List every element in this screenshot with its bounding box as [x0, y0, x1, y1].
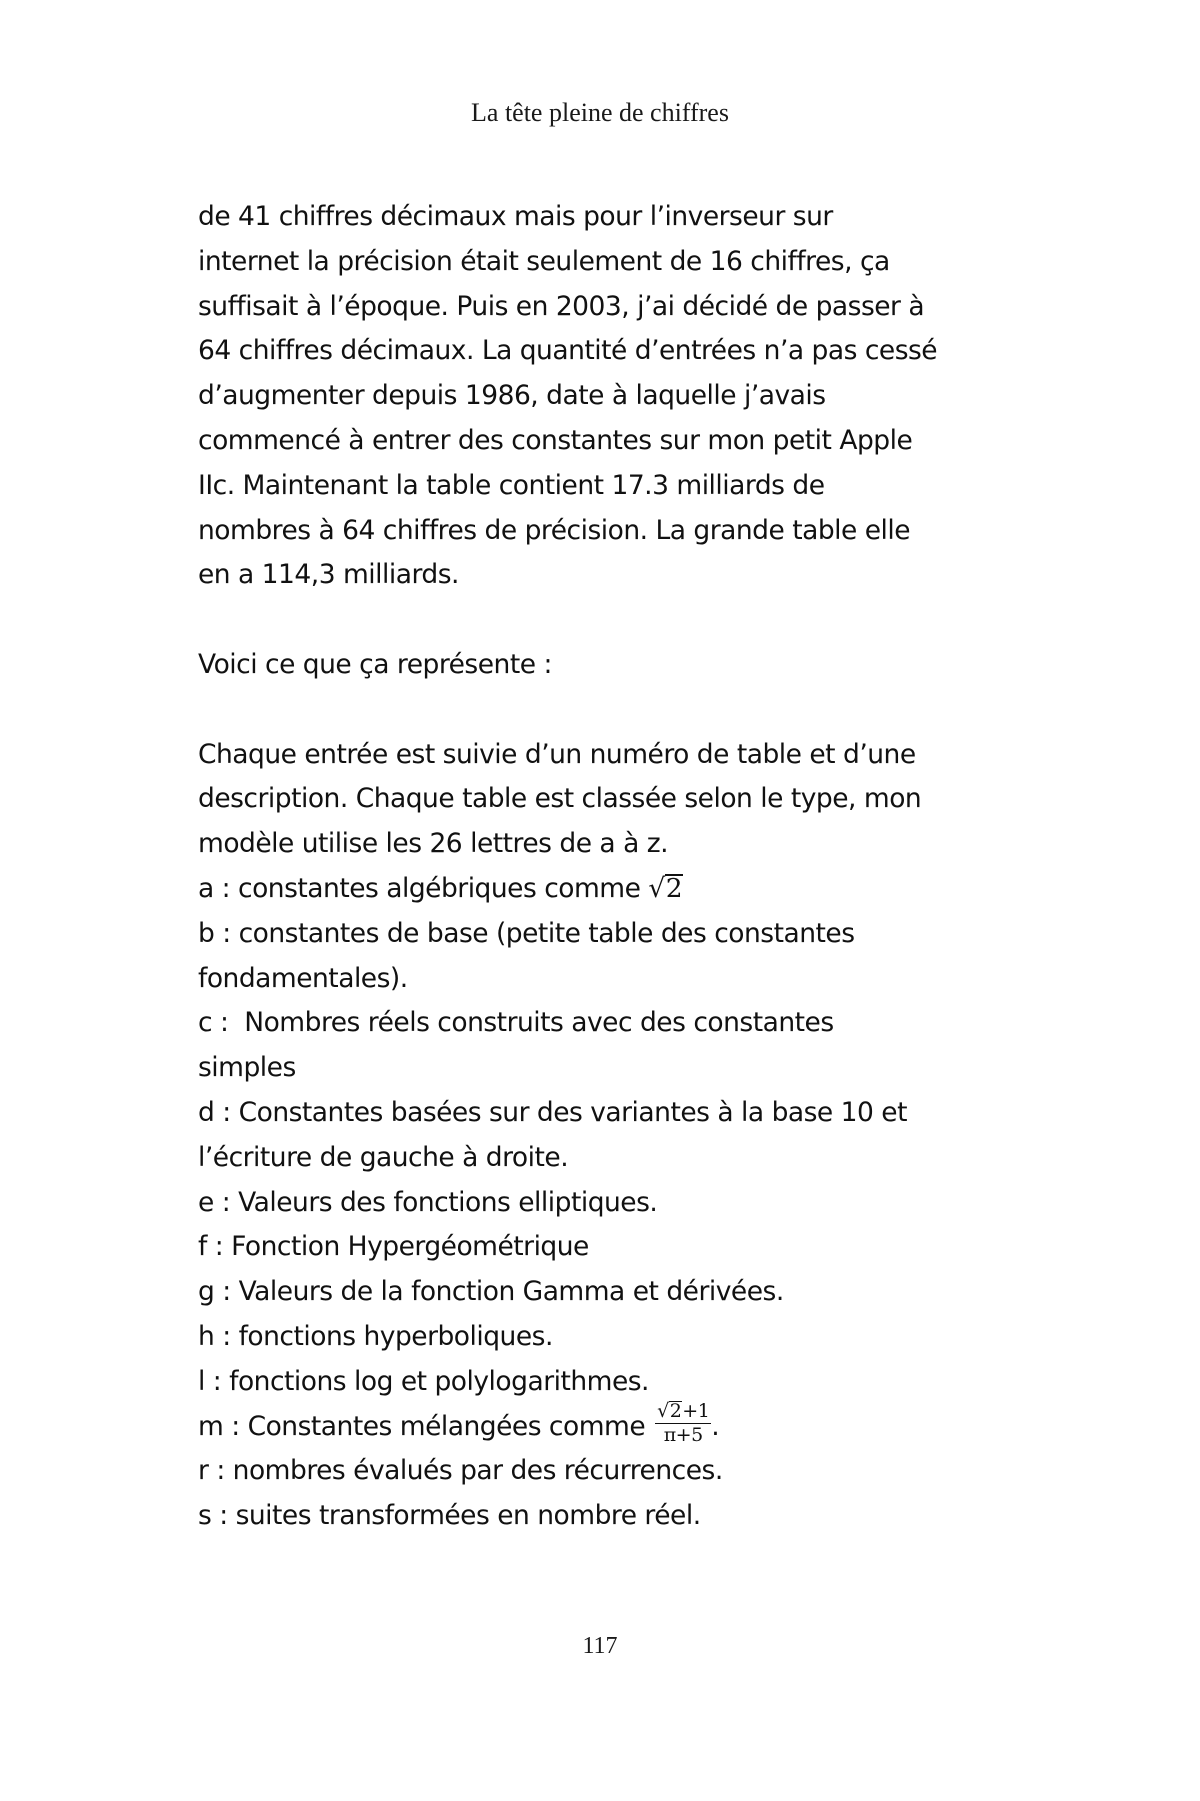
- fraction-expression: [655, 1401, 711, 1446]
- list-item-a-text: a : constantes algébriques comme: [198, 872, 649, 904]
- running-header: La tête pleine de chiffres: [471, 98, 729, 127]
- paragraph-gap: [198, 598, 998, 643]
- table-type-list: [198, 867, 998, 1539]
- sqrt-expression: [648, 867, 683, 912]
- text-line: 64 chiffres décimaux. La quantité d’entrées n’a pas cessé: [198, 335, 938, 367]
- page-body: [198, 195, 998, 1539]
- text-line: de 41 chiffres décimaux mais pour l’inverseur sur: [198, 201, 833, 232]
- list-item-s: s : suites transformées en nombre réel.: [198, 1500, 701, 1532]
- list-item-g: g : Valeurs de la fonction Gamma et dérivées.: [198, 1276, 784, 1308]
- paragraph-2: Voici ce que ça représente :: [198, 648, 552, 680]
- text-line: d’augmenter depuis 1986, date à laquelle j’avais: [198, 380, 826, 412]
- radicand: 2: [665, 872, 683, 904]
- list-item-h: h : fonctions hyperboliques.: [198, 1320, 553, 1352]
- radical-sign: √: [648, 872, 665, 904]
- fraction-denominator: π+5: [663, 1423, 703, 1446]
- list-item-c-text: c : Nombres réels construits avec des constantes: [198, 1007, 834, 1039]
- list-item-b-continued: fondamentales).: [198, 962, 408, 994]
- text-line: Chaque entrée est suivie d’un numéro de table et d’une: [198, 738, 916, 770]
- list-item-r: r : nombres évalués par des récurrences.: [198, 1455, 723, 1487]
- text-line: modèle utilise les 26 lettres de a à z.: [198, 828, 669, 860]
- list-item-f: f : Fonction Hypergéométrique: [198, 1231, 589, 1263]
- numerator-rest: +1: [682, 1399, 710, 1422]
- text-line: description. Chaque table est classée selon le type, mon: [198, 783, 922, 815]
- list-item-e: e : Valeurs des fonctions elliptiques.: [198, 1186, 658, 1218]
- text-line: commencé à entrer des constantes sur mon petit Apple: [198, 424, 913, 456]
- list-item-m-period: .: [711, 1410, 720, 1442]
- list-item-a: [198, 867, 998, 912]
- radical-sign: √: [657, 1399, 669, 1422]
- list-item-b: b : constantes de base (petite table des constantes: [198, 917, 855, 949]
- list-item-l: l : fonctions log et polylogarithmes.: [198, 1365, 649, 1397]
- list-item-d: d : Constantes basées sur des variantes à la base 10 et: [198, 1096, 908, 1128]
- radicand: 2: [669, 1399, 682, 1422]
- paragraph-gap: [198, 688, 998, 733]
- list-item-d-continued: l’écriture de gauche à droite.: [198, 1141, 569, 1173]
- text-line: IIc. Maintenant la table contient 17.3 milliards de: [198, 469, 825, 501]
- fraction-numerator: [655, 1401, 711, 1424]
- text-line: internet la précision était seulement de 16 chiffres, ça: [198, 245, 890, 277]
- list-item-c-continued: simples: [198, 1052, 296, 1084]
- text-line: suffisait à l’époque. Puis en 2003, j’ai décidé de passer à: [198, 290, 925, 322]
- list-item-m: [198, 1399, 998, 1450]
- paragraph-1: [198, 195, 998, 598]
- text-line: en a 114,3 milliards.: [198, 559, 459, 591]
- list-item-m-text: m : Constantes mélangées comme: [198, 1410, 654, 1442]
- page-number: 117: [582, 1633, 618, 1659]
- paragraph-3: [198, 733, 998, 867]
- list-item-c: [198, 1001, 998, 1046]
- text-line: nombres à 64 chiffres de précision. La grande table elle: [198, 514, 911, 546]
